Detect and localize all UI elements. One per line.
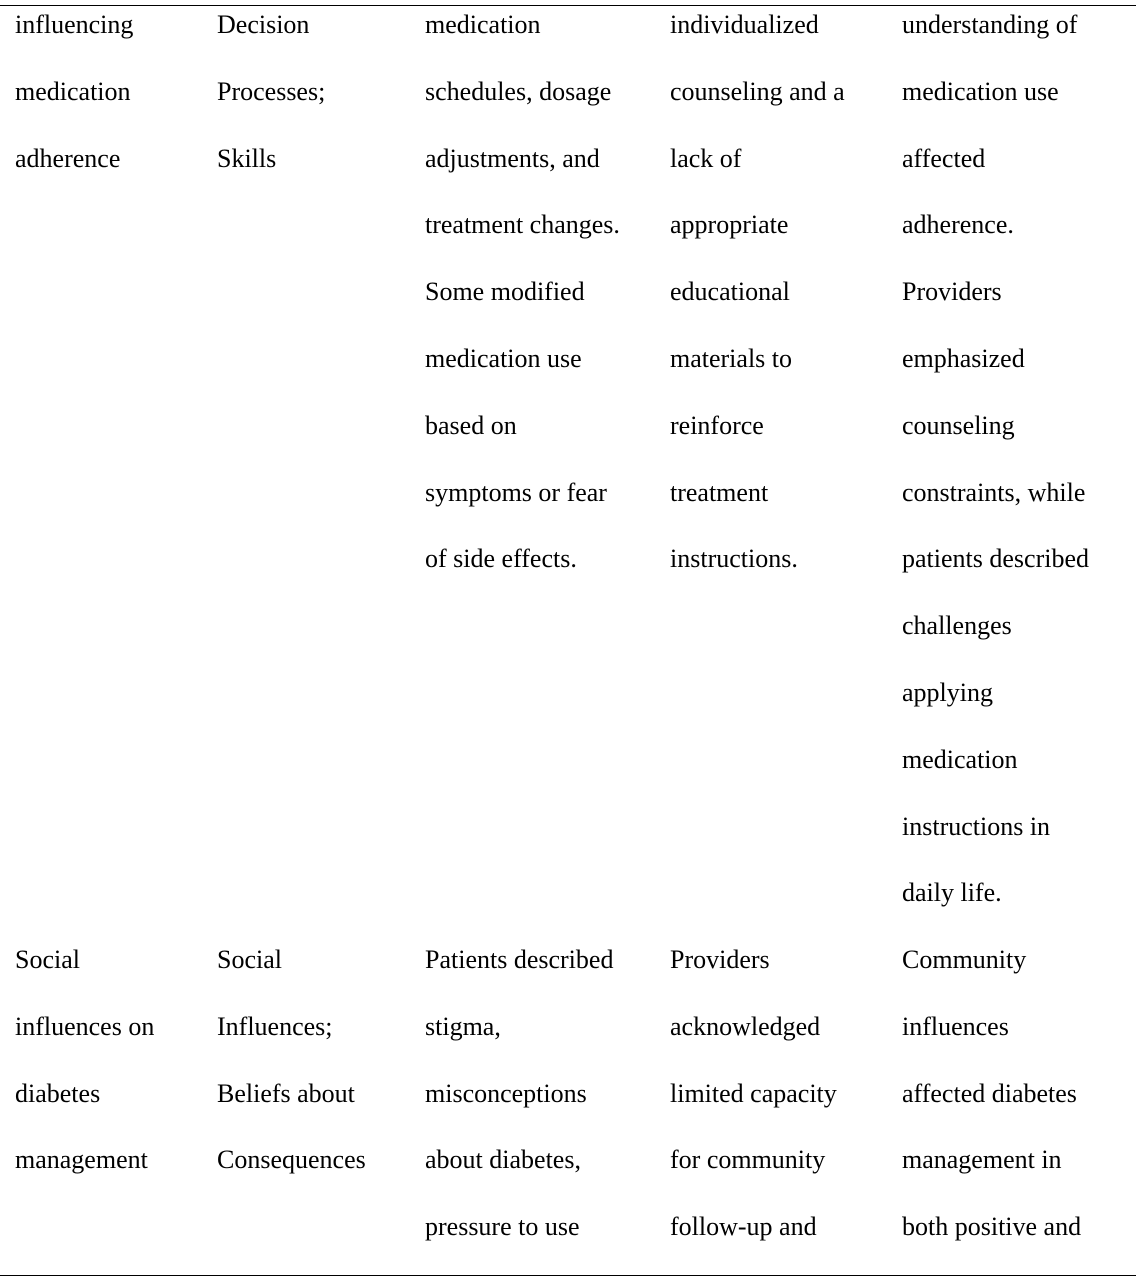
cell-text-line: both positive and — [902, 1212, 1082, 1242]
factor-cell — [15, 0, 133, 192]
cell-text-line: understanding of — [902, 10, 1078, 39]
cell-text-line: misconceptions — [425, 1078, 587, 1108]
cell-text-line: Decision — [217, 10, 310, 39]
cell-text-line: affected diabetes — [902, 1078, 1077, 1108]
cell-text-line: counseling and a — [670, 76, 845, 106]
cell-text-line: instructions in — [902, 811, 1051, 841]
table-bottom-rule — [0, 1275, 1136, 1276]
cell-text-line: affected — [902, 143, 986, 173]
cell-text-line: Providers — [670, 945, 770, 974]
cell-text-line: Processes; — [217, 76, 326, 106]
cell-text-line: challenges — [902, 611, 1012, 641]
cell-text-line: management in — [902, 1145, 1062, 1175]
cell-text-line: adherence. — [902, 210, 1014, 240]
cell-text-line: medication — [425, 10, 541, 39]
provider-perspective-cell — [670, 0, 845, 593]
cell-text-line: symptoms or fear — [425, 477, 607, 507]
cell-text-line: medication use — [425, 343, 582, 373]
integrated-finding-cell — [902, 0, 1089, 927]
cell-text-line: based on — [425, 410, 517, 440]
cell-text-line: educational — [670, 277, 790, 307]
cell-text-line: Skills — [217, 143, 277, 173]
cell-text-line: daily life. — [902, 878, 1002, 908]
cell-text-line: constraints, while — [902, 477, 1086, 507]
cell-text-line: counseling — [902, 410, 1015, 440]
cell-text-line: Consequences — [217, 1145, 366, 1175]
cell-text-line: stigma, — [425, 1011, 501, 1041]
cell-text-line: medication — [15, 76, 131, 106]
cell-text-line: adjustments, and — [425, 143, 600, 173]
cell-text-line: treatment changes. — [425, 210, 620, 240]
cell-text-line: Patients described — [425, 945, 614, 974]
cell-text-line: limited capacity — [670, 1078, 837, 1108]
provider-perspective-cell — [670, 927, 837, 1261]
cell-text-line: instructions. — [670, 544, 798, 574]
cell-text-line: Influences; — [217, 1011, 333, 1041]
cell-text-line: pressure to use — [425, 1212, 580, 1242]
cell-text-line: influences on — [15, 1011, 155, 1041]
cell-text-line: acknowledged — [670, 1011, 821, 1041]
cell-text-line: Providers — [902, 277, 1002, 307]
cell-text-line: schedules, dosage — [425, 76, 612, 106]
cell-text-line: lack of — [670, 143, 742, 173]
cell-text-line: Social — [217, 945, 282, 974]
cell-text-line: treatment — [670, 477, 769, 507]
cell-text-line: patients described — [902, 544, 1089, 574]
cell-text-line: adherence — [15, 143, 121, 173]
cell-text-line: influencing — [15, 10, 134, 39]
cell-text-line: Community — [902, 945, 1027, 974]
cell-text-line: management — [15, 1145, 148, 1175]
patient-perspective-cell — [425, 927, 613, 1261]
tdf-domain-cell — [217, 0, 325, 192]
patient-perspective-cell — [425, 0, 620, 593]
cell-text-line: follow-up and — [670, 1212, 817, 1242]
tdf-domain-cell — [217, 927, 366, 1194]
cell-text-line: Beliefs about — [217, 1078, 355, 1108]
cell-text-line: emphasized — [902, 343, 1025, 373]
cell-text-line: Social — [15, 945, 80, 974]
cell-text-line: of side effects. — [425, 544, 577, 574]
cell-text-line: about diabetes, — [425, 1145, 581, 1175]
factor-cell — [15, 927, 154, 1194]
cell-text-line: Some modified — [425, 277, 585, 307]
cell-text-line: appropriate — [670, 210, 789, 240]
cell-text-line: for community — [670, 1145, 826, 1175]
cell-text-line: reinforce — [670, 410, 764, 440]
cell-text-line: medication — [902, 744, 1018, 774]
cell-text-line: materials to — [670, 343, 793, 373]
cell-text-line: individualized — [670, 10, 819, 39]
cell-text-line: influences — [902, 1011, 1009, 1041]
cell-text-line: medication use — [902, 76, 1059, 106]
cell-text-line: diabetes — [15, 1078, 101, 1108]
cell-text-line: applying — [902, 677, 993, 707]
integrated-finding-cell — [902, 927, 1081, 1261]
